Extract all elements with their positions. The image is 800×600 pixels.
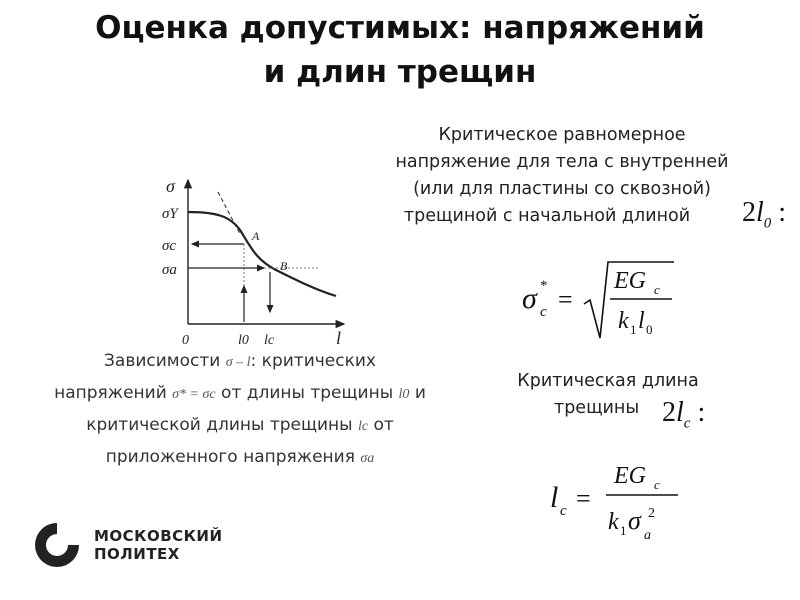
svg-text:σ: σ [522,282,537,315]
svg-text:c: c [540,304,547,320]
caption-row-2: напряжений σ* = σc от длины трещины l0 и [54,383,426,403]
caption-row-3: критической длины трещины lc от [86,415,394,435]
logo-line-1: МОСКОВСКИЙ [94,527,223,545]
svg-text:k: k [608,509,619,535]
svg-text:l: l [638,308,645,334]
point-b-label: B [280,259,288,273]
moscow-polytech-logo [32,520,223,570]
logo-icon [32,520,82,570]
point-a-label: A [252,229,260,243]
title-line-2: и длин трещин [263,54,537,90]
crit-stress-line-3: (или для пластины со сквозной) [413,179,711,199]
diagram-caption [10,346,470,474]
caption-row-1: Зависимости σ – l: критических [104,351,376,371]
tick-sigma-c: σc [162,238,177,254]
crit-stress-line-1: Критическое равномерное [438,125,686,145]
caption-row-4: приложенного напряжения σa [105,447,375,467]
svg-text:1: 1 [620,523,627,538]
title-line-1: Оценка допустимых: напряжений [95,10,705,46]
svg-text:0: 0 [646,322,653,337]
svg-text:*: * [540,278,548,294]
asymptote-dashed [218,192,240,234]
tick-sigma-a: σa [162,262,177,278]
tick-sigma-y: σY [162,206,178,222]
svg-text:σ: σ [628,506,641,535]
origin-label: 0 [182,333,189,348]
svg-text:=: = [576,484,591,513]
svg-text:a: a [644,528,651,543]
crit-length-line-2: трещины [554,398,640,418]
critical-stress-formula [518,252,678,342]
y-axis-label: σ [166,176,175,196]
initial-length-symbol: $2l_0$ : [742,197,787,232]
critical-length-formula [548,455,688,545]
crit-length-line-1: Критическая длина [517,371,699,391]
crit-stress-line-4: трещиной с начальной длиной [403,206,691,226]
critical-stress-curve [188,212,336,296]
logo-wordmark [94,527,223,563]
svg-text:2: 2 [648,506,655,521]
svg-text:EG: EG [614,463,646,489]
svg-text:1: 1 [630,322,637,337]
svg-text:EG: EG [614,268,646,294]
x-axis-label: l [336,328,342,348]
tick-l0: l0 [238,333,249,348]
svg-text:k: k [618,308,629,334]
svg-text:c: c [654,477,660,492]
stress-crack-length-diagram [160,172,350,352]
tick-lc: lc [264,333,275,348]
svg-text:l: l [550,481,559,514]
critical-stress-description [352,122,772,230]
slide-title [0,6,800,94]
svg-text:c: c [560,503,567,519]
svg-text:=: = [558,285,573,314]
logo-line-2: ПОЛИТЕХ [94,545,180,563]
svg-text:c: c [654,282,660,297]
critical-length-symbol: $2l_c$ : [662,397,706,432]
crit-stress-line-2: напряжение для тела с внутренней [395,152,729,172]
